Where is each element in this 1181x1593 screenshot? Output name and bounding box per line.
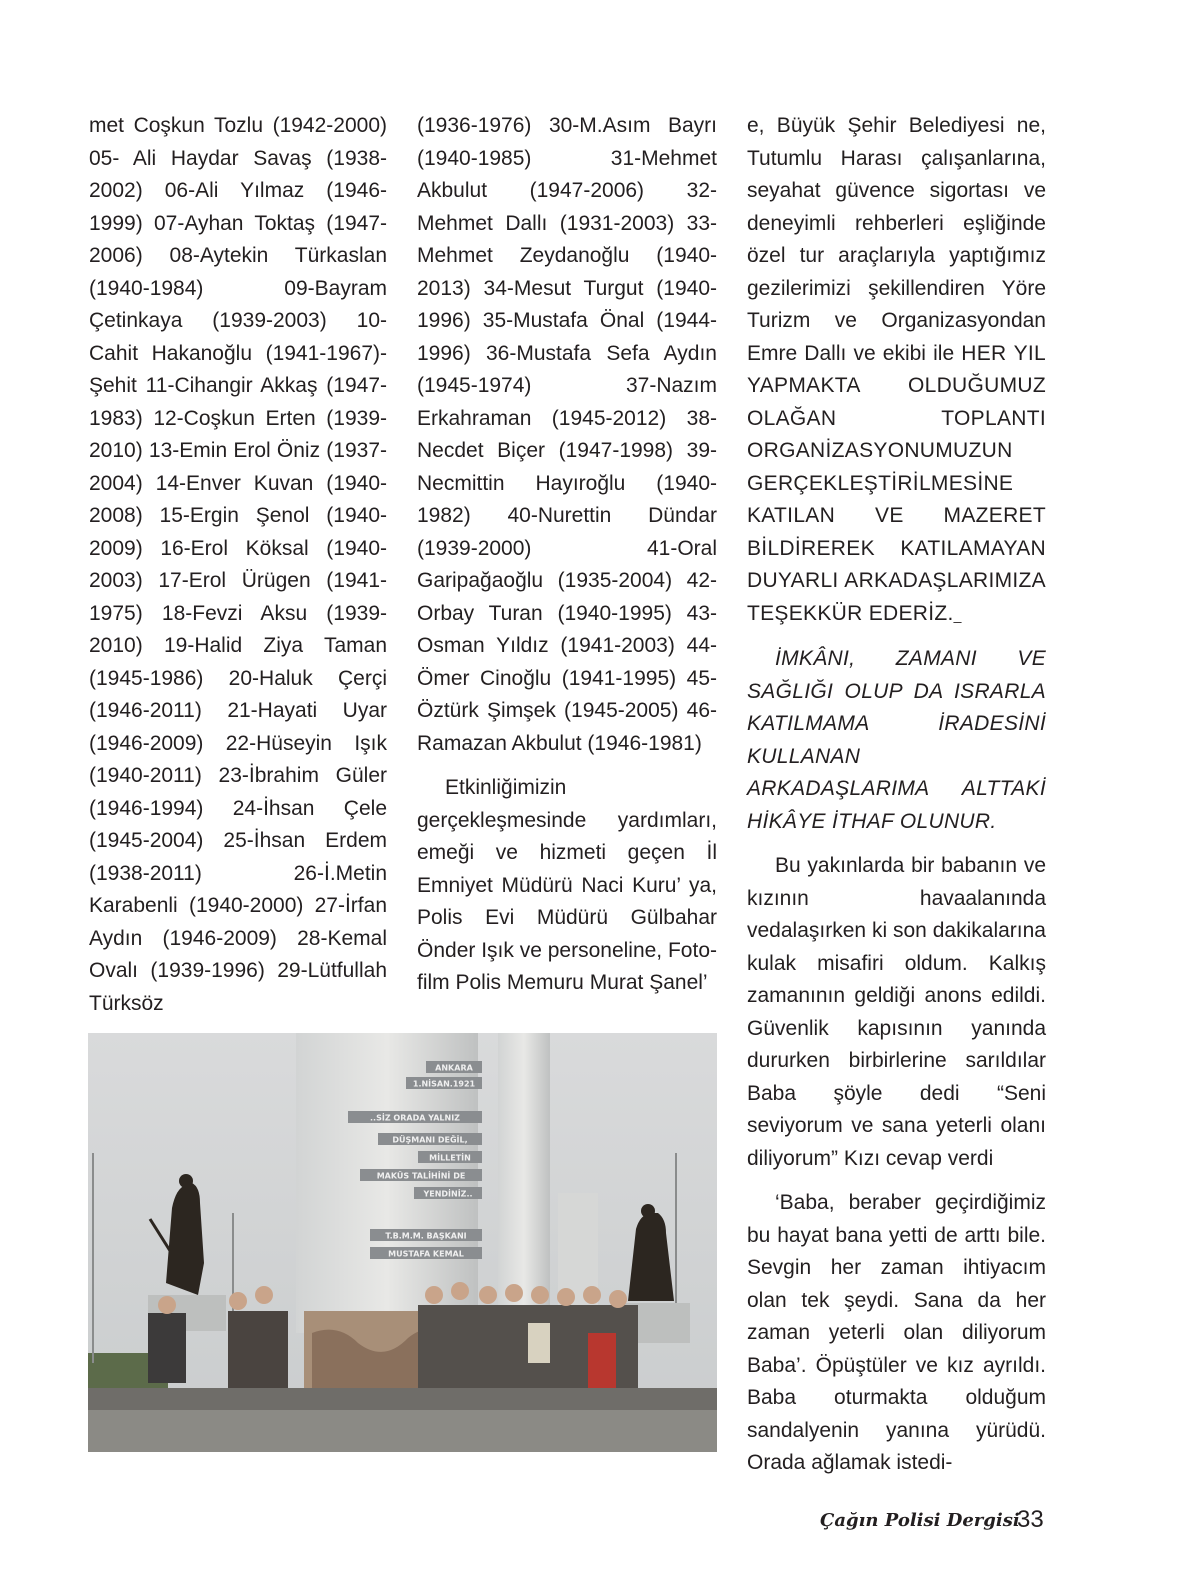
thanks-caps-text: HER YIL YAPMAKTA OLDUĞUMUZ OLAĞAN TOPLANTI ORGANİZASYONUMUZUN GERÇEKLEŞTİRİLMESİNE KATILAN VE MAZERET BİLDİREREK KATILAMAYAN DUYARLI ARKADAŞLARIMIZA TEŞEKKÜR EDERİZ. xyxy=(747,341,1046,625)
acknowledgement-continued xyxy=(747,110,1046,631)
plaque-line-3: ..SİZ ORADA YALNIZ xyxy=(370,1113,460,1123)
monument-group-photo xyxy=(88,1033,717,1452)
plaque-line-8: T.B.M.M. BAŞKANI xyxy=(385,1231,467,1241)
story-paragraph-1: Bu yakınlarda bir babanın ve kızının havaalanında vedalaşırken ki son dakikalarına kulak misafiri oldum. Kalkış zamanının geldiği anons edildi. Güvenlik kapısının yanında dururken birbirlerine sarıldılar Baba şöyle dedi “Seni seviyorum ve sana yeterli olanı diliyorum” Kızı cevap verdi xyxy=(747,854,1046,1170)
caps-tail-mark: _ xyxy=(953,606,962,623)
magazine-name: Çağın Polisi Dergisi xyxy=(820,1510,1020,1531)
acknowledgement-paragraph: Etkinliğimizin gerçekleşmesinde yardımları, emeği ve hizmeti geçen İl Emniyet Müdürü Naci Kuru’ ya, Polis Evi Müdürü Gülbahar Önder Işık ve personeline, Foto-film Polis Memuru Murat Şanel’ xyxy=(417,776,717,994)
plaque-line-2: 1.NİSAN.1921 xyxy=(412,1079,476,1089)
text-column-1 xyxy=(89,110,387,1020)
text-column-3 xyxy=(747,110,1046,1480)
plaque-line-1: ANKARA xyxy=(435,1063,473,1073)
dedication-italic: İMKÂNI, ZAMANI VE SAĞLIĞI OLUP DA ISRARLA KATILMAMA İRADESİNİ KULLANAN ARKADAŞLARIMA ALTTAKİ HİKÂYE İTHAF OLUNUR. xyxy=(747,647,1046,833)
member-list-part-1: met Coşkun Tozlu (1942-2000) 05- Ali Haydar Savaş (1938-2002) 06-Ali Yılmaz (1946-1999) 07-Ayhan Toktaş (1947-2006) 08-Aytekin Türkaslan (1940-1984) 09-Bayram Çetinkaya (1939-2003) 10-Cahit Hakanoğlu (1941-1967)- Şehit 11-Cihangir Akkaş (1947-1983) 12-Coşkun Erten (1939-2010) 13-Emin Erol Öniz (1937-2004) 14-Enver Kuvan (1940-2008) 15-Ergin Şenol (1940-2009) 16-Erol Köksal (1940-2003) 17-Erol Ürügen (1941-1975) 18-Fevzi Aksu (1939-2010) 19-Halid Ziya Taman (1945-1986) 20-Haluk Çerçi (1946-2011) 21-Hayati Uyar (1946-2009) 22-Hüseyin Işık (1940-2011) 23-İbrahim Güler (1946-1994) 24-İhsan Çele (1945-2004) 25-İhsan Erdem (1938-2011) 26-İ.Metin Karabenli (1940-2000) 27-İrfan Aydın (1946-2009) 28-Kemal Ovalı (1939-1996) 29-Lütfullah Türksöz xyxy=(89,114,387,1015)
page-number: 33 xyxy=(1017,1506,1044,1533)
member-list-part-2: (1936-1976) 30-M.Asım Bayrı (1940-1985) 31-Mehmet Akbulut (1947-2006) 32-Mehmet Dallı (1931-2003) 33-Mehmet Zeydanoğlu (1940-2013) 34-Mesut Turgut (1940-1996) 35-Mustafa Önal (1944-1996) 36-Mustafa Sefa Aydın (1945-1974) 37-Nazım Erkahraman (1945-2012) 38-Necdet Biçer (1947-1998) 39-Necmittin Hayıroğlu (1940-1982) 40-Nurettin Dündar (1939-2000) 41-Oral Garipağaoğlu (1935-2004) 42-Orbay Turan (1940-1995) 43-Osman Yıldız (1941-2003) 44-Ömer Cinoğlu (1941-1995) 45-Öztürk Şimşek (1945-2005) 46-Ramazan Akbulut (1946-1981) xyxy=(417,114,717,755)
acknowledgement-text: e, Büyük Şehir Belediyesi ne, Tutumlu Harası çalışanlarına, seyahat güvence sigortası ve deneyimli rehberleri eşliğinde özel tur araçlarıyla yaptığımız gezilerimizi şekillendiren Yöre Turizm ve Organizasyondan Emre Dallı ve ekibi ile xyxy=(747,114,1046,365)
text-column-2 xyxy=(417,110,717,1000)
story-paragraph-2: ‘Baba, beraber geçirdiğimiz bu hayat bana yetti de arttı bile. Sevgin her zaman ihtiyacım olan tek şeydi. Sana da her zaman yeterli olan diliyorum Baba’. Öpüştüler ve kız ayrıldı. Baba oturmakta olduğum sandalyenin yanına yürüdü. Orada ağlamak istedi- xyxy=(747,1191,1046,1474)
plaque-line-6: MAKÛS TALİHİNİ DE xyxy=(376,1171,466,1181)
plaque-line-5: MİLLETİN xyxy=(429,1153,471,1163)
plaque-line-7: YENDİNİZ.. xyxy=(423,1189,473,1199)
plaque-line-4: DÜŞMANI DEĞİL, xyxy=(392,1135,468,1145)
plaque-line-9: MUSTAFA KEMAL xyxy=(388,1249,464,1259)
